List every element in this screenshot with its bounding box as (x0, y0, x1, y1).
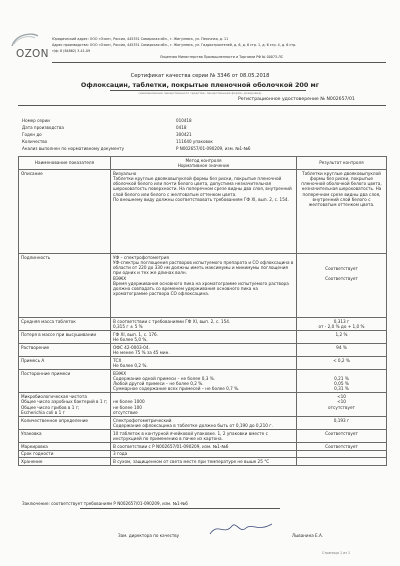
row-name: Примесь А (19, 357, 111, 370)
table-header-row (19, 157, 387, 170)
row-result: 94 % (297, 344, 387, 357)
table-row (19, 450, 387, 458)
row-norm: 10 таблеток в контурной ячейковой упаковке. 1, 2 упаковки вместе с инструкцией по применению в пачке из картона. (111, 429, 297, 442)
info-label-expiry: Годен до (22, 132, 42, 137)
license-line: Лицензия Министерства Промышленности и Торговли РФ № 00073-ЛС (160, 55, 284, 59)
row-result: Соответствует Соответствует (297, 254, 387, 318)
product-subtitle: (наименование лекарственного средства, лекарственная форма, дозировка) (138, 91, 262, 95)
header-indicator: Наименование показателя (19, 157, 111, 170)
header-method: Метод контроля Нормативное значение (111, 157, 297, 170)
production-address: Адрес производства: ООО «Озон», Россия, 445351 Самарская обл., г. Жигулевск, ул. Гидростроителей, д. 6, д. 6 стр. 1, д. 6 стр. 4, д. 6 стр. (52, 43, 297, 47)
row-name: Упаковка (19, 429, 111, 442)
row-result: 0,313 г от - 2,0 % до + 1,0 % (297, 318, 387, 331)
table-row (19, 429, 387, 442)
row-result: 0,21 % 0,05 % 0,31 % (297, 370, 387, 393)
table-row (19, 370, 387, 393)
info-label-normative-doc: Анализ выполнен по нормативному документу (22, 146, 124, 151)
table-row (19, 331, 387, 344)
table-row (19, 170, 387, 254)
row-name: Средняя масса таблеток (19, 318, 111, 331)
row-norm: ВЭЖХ Содержание одной примеси – не более 0,3 %. Любой другой примеси – не более 0,2 %. Суммарное содержание всех примесей – не более 0,7 %. (111, 370, 297, 393)
row-norm: ТСХ Не более 0,2 %. (111, 357, 297, 370)
table-row (19, 344, 387, 357)
row-name: Описание (19, 170, 111, 254)
brand-name: OZON (16, 48, 49, 60)
legal-address: Юридический адрес: ООО «Озон», Россия, 445351 Самарская обл., г. Жигулевск, ул. Песочная, д. 11 (52, 37, 229, 41)
row-name: Хранение (19, 458, 111, 466)
row-norm: Спектрофотометрический Содержание офлоксацина в таблетке должно быть от 0,190 до 0,210 г. (111, 416, 297, 429)
row-norm: В соответствии с Р N002657/01-090209, изм. №1-№6 (111, 442, 297, 450)
row-norm: ГФ XI, вып. 1, с. 176. Не более 5,0 %. (111, 331, 297, 344)
table-row (19, 318, 387, 331)
info-label-production-date: Дата производства (22, 125, 64, 130)
table-row (19, 254, 387, 318)
row-result: 1,2 % (297, 331, 387, 344)
row-norm: ОФС 42-0003-04. Не менее 75 % за 45 мин. (111, 344, 297, 357)
table-row (19, 357, 387, 370)
row-name: Подлинность (19, 254, 111, 318)
row-result: < 0,2 % (297, 357, 387, 370)
row-name: Маркировка (19, 442, 111, 450)
row-norm: В соответствии с требованиями ГФ XI, вып. 2, с. 154. 0,315 г ± 5 % (111, 318, 297, 331)
row-result: Таблетки круглые двояковыпуклой формы без риски, покрытые пленочной оболочкой белого цвета, незначительная шероховатость. На поперечном срезе видны два слоя, внутренний слой белого с желтоватым оттенком цвета. (297, 170, 387, 254)
conclusion-underline (80, 508, 280, 509)
row-result: 0,193 г (297, 416, 387, 429)
registration-number: Регистрационное удостоверение № N002657/01 (238, 97, 355, 102)
table-row (19, 416, 387, 429)
row-result (297, 450, 387, 458)
info-value-normative-doc: Р N002657/01-090209, изм. №1-№6 (176, 146, 251, 151)
specification-table (18, 156, 387, 466)
row-result: Соответствует (297, 442, 387, 450)
row-name: Количественное определение (19, 416, 111, 429)
row-result: <10 <10 отсутствует (297, 393, 387, 416)
info-value-production-date: 0418 (176, 125, 187, 130)
table-row (19, 393, 387, 416)
info-label-series: Номер серии (22, 118, 50, 123)
row-norm: 3 года (111, 450, 297, 458)
signer-role: Зам. директора по качеству (118, 533, 180, 538)
table-row (19, 442, 387, 450)
info-value-quantity: 111640 упаковок (176, 139, 213, 144)
row-result (297, 458, 387, 466)
info-value-series: 010418 (176, 118, 192, 123)
signature-icon (206, 520, 276, 538)
row-name: Срок годности (19, 450, 111, 458)
info-value-expiry: 300421 (176, 132, 192, 137)
row-result: Соответствует (297, 429, 387, 442)
page-number: Страница 1 из 1 (322, 551, 351, 555)
product-name: Офлоксацин, таблетки, покрытые пленочной оболочкой 200 мг (80, 81, 320, 89)
certificate-title: Сертификат качества серии № 3346 от 08.05.2018 (130, 73, 270, 79)
registration-underline (18, 105, 386, 106)
phone-fax: т/ф: 8 (84862) 3-41-09 (52, 49, 91, 53)
row-norm: В сухом, защищенном от света месте при температуре не выше 25 °С (111, 458, 297, 466)
row-norm: Визуально Таблетки круглые двояковыпуклой формы без риски, покрытые пленочной оболочкой белого или почти белого цвета, допустима незначительная шероховатость поверхности. На поперечном срезе видны два слоя, внутренний слой белого или белого с желтоватым оттенком цвета. По внешнему виду должны соответствовать требованиям ГФ XI, вып. 2, с. 154. (111, 170, 297, 254)
row-norm: не более 1000 не более 100 отсутствие (111, 393, 297, 416)
row-name: Потеря в массе при высушивании (19, 331, 111, 344)
header-divider (52, 62, 386, 63)
row-name: Посторонние примеси (19, 370, 111, 393)
row-norm: УФ – спектрофотометрия УФ-спектры поглощения растворов испытуемого препарата и СО офлоксацина в области от 220 до 330 нм должны иметь максимумы и минимумы поглощения при одних и тех же длинах волн. ВЭЖХ Время удерживания основного пика на хроматограмме испытуемого раствора должно совпадать со временем удерживания основного пика на хроматограмме раствора СО офлоксацина. (111, 254, 297, 318)
row-name: Растворение (19, 344, 111, 357)
table-row (19, 458, 387, 466)
conclusion: Заключение: соответствует требованиям Р N002657/01-090209, изм. №1-№6 (22, 501, 188, 506)
row-name: Микробиологическая чистота Общее число аэробных бактерий в 1 г; Общее число грибов в 1 г; Escherichia coli в 1 г (19, 393, 111, 416)
signer-name: Лыванина Е.А. (292, 533, 324, 538)
info-label-quantity: Количество (22, 139, 48, 144)
header-result: Результат контроля (297, 157, 387, 170)
